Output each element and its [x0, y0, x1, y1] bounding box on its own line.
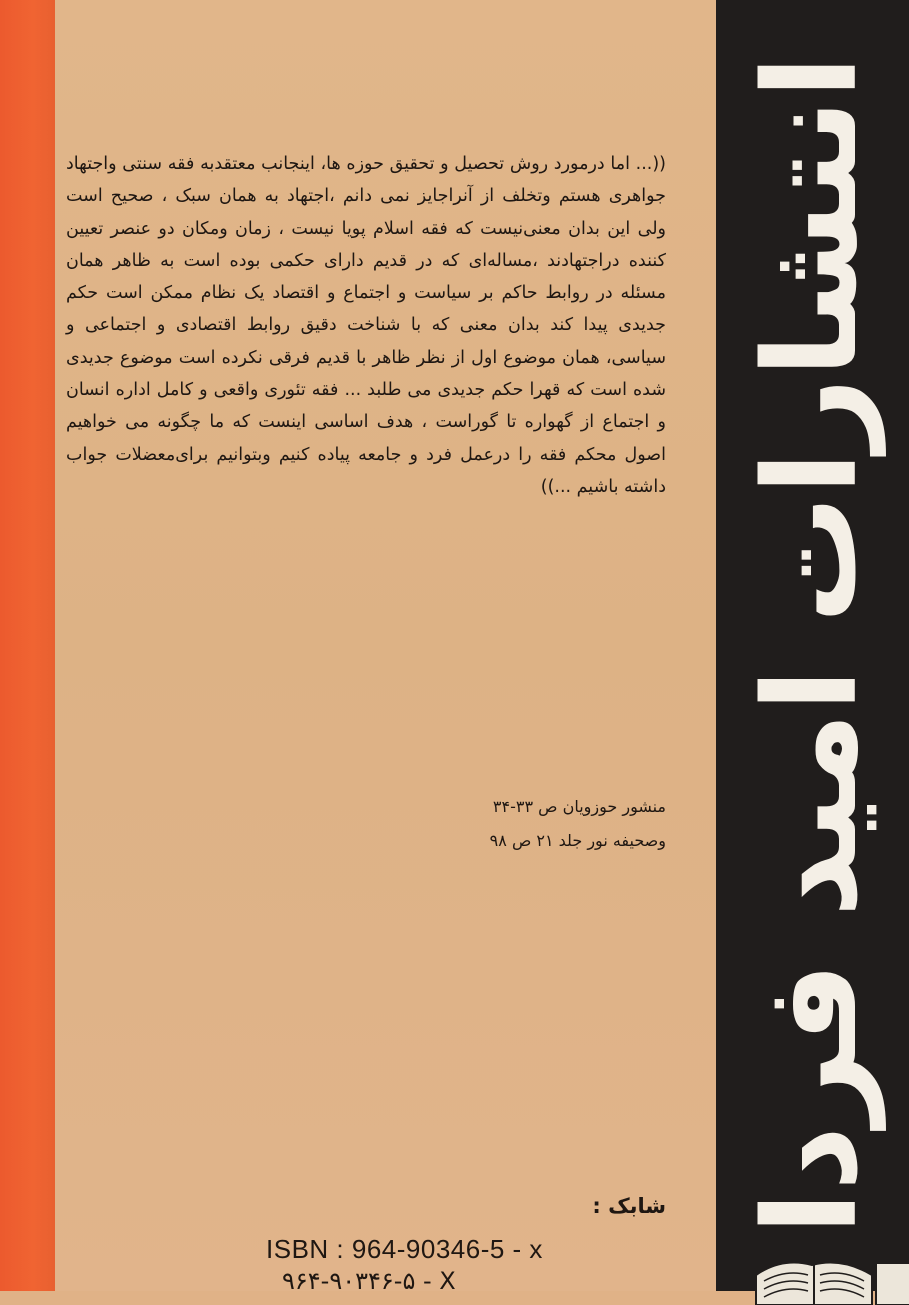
isbn-label: شابک :	[592, 1194, 666, 1218]
quote-source	[490, 790, 666, 858]
orange-stripe	[0, 0, 55, 1291]
publisher-vertical-title: انتشارات امید فردا	[737, 54, 886, 1236]
isbn-number-latin: ISBN : 964-90346-5 - x	[266, 1234, 543, 1264]
source-line-2: وصحیفه نور جلد ۲۱ ص ۹۸	[489, 831, 666, 850]
source-line-1: منشور حوزویان ص ۳۳-۳۴	[492, 797, 666, 816]
isbn-number-persian: ۹۶۴-۹۰۳۴۶-۵ - X	[282, 1267, 457, 1295]
quote-paragraph: ((... اما درمورد روش تحصیل و تحقیق حوزه ها، اینجانب معتقدبه فقه سنتی واجتهاد جواهری هستم وتخلف از آنراجایز نمی دانم ،اجتهاد به همان سبک ، صحیح است ولی این بدان معنی‌نیست که فقه اسلام پویا نیست ، زمان ومکان دو عنصر تعیین کننده دراجتهادند ،مساله‌ای که در قدیم دارای حکمی بوده است به ظاهر همان مسئله در روابط حاکم بر سیاست و اجتماع و اقتصاد یک نظام ممکن است حکم جدیدی پیدا کند بدان معنی که با شناخت دقیق روابط اقتصادی و اجتماعی و سیاسی، همان موضوع اول از نظر ظاهر با قدیم فرقی نکرده است موضوع جدیدی شده است که قهرا حکم جدیدی می طلبد ... فقه تئوری واقعی و کامل اداره انسان و اجتماع از گهواره تا گوراست ، هدف اساسی اینست که ما چگونه می خواهیم اصول محکم فقه را درعمل فرد و جامعه پیاده کنیم وبتوانیم برای‌معضلات جواب داشته باشیم ...))	[66, 154, 666, 497]
book-stack-logo-icon	[752, 1235, 909, 1305]
